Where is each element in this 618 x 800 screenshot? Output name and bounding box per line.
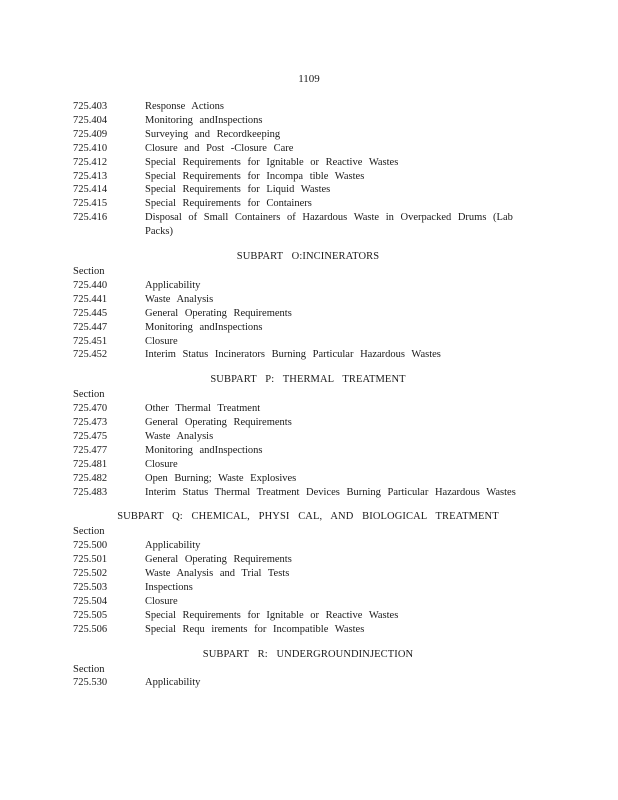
section-entry — [73, 553, 543, 567]
section-entry — [73, 335, 543, 349]
section-title: General Operating Requirements — [145, 417, 292, 429]
subpart-block — [73, 373, 543, 499]
section-title: Closure — [145, 335, 178, 347]
section-number: 725.404 — [73, 114, 108, 126]
section-number: 725.403 — [73, 101, 108, 112]
section-entry — [73, 293, 543, 307]
section-entry — [73, 348, 543, 362]
section-number: 725.530 — [73, 677, 108, 689]
section-title: Monitoring andInspections — [145, 114, 263, 126]
section-entry — [73, 114, 543, 128]
section-entry — [73, 458, 543, 472]
section-title: Special Requirements for Incompa tible Wastes — [145, 170, 365, 182]
section-number: 725.470 — [73, 403, 108, 415]
section-number: 725.415 — [73, 198, 108, 210]
section-entry — [73, 156, 543, 170]
section-title: Special Requirements for Containers — [145, 198, 312, 210]
section-entry — [73, 581, 543, 595]
section-title: Applicability — [145, 677, 201, 689]
section-number: 725.413 — [73, 170, 108, 182]
section-entry — [73, 100, 543, 114]
section-title: Closure — [145, 595, 178, 607]
section-entry — [73, 183, 543, 197]
section-number: 725.451 — [73, 335, 108, 347]
section-title: Surveying and Recordkeeping — [145, 128, 281, 140]
table-of-contents — [73, 100, 543, 690]
section-title: Inspections — [145, 582, 193, 593]
subpart-heading: SUBPART Q: CHEMICAL, PHYSI CAL, AND BIOLOGICAL TREATMENT — [117, 511, 499, 523]
section-entry — [73, 567, 543, 581]
section-title: Closure and Post -Closure Care — [145, 142, 294, 154]
section-title: Special Requirements for Liquid Wastes — [145, 184, 331, 196]
section-label: Section — [73, 663, 105, 675]
section-label: Section — [73, 265, 105, 277]
section-title: General Operating Requirements — [145, 554, 292, 566]
section-number: 725.504 — [73, 595, 108, 607]
subpart-heading: SUBPART P: THERMAL TREATMENT — [210, 374, 406, 386]
section-entry — [73, 609, 543, 623]
section-title: General Operating Requirements — [145, 307, 292, 319]
section-entry — [73, 402, 543, 416]
section-entry — [73, 142, 543, 156]
section-entry — [73, 486, 543, 500]
section-number: 725.473 — [73, 417, 108, 429]
section-entry — [73, 211, 543, 239]
section-number: 725.481 — [73, 458, 108, 470]
section-title: Response Actions — [145, 101, 224, 112]
page-number: 1109 — [298, 73, 320, 85]
subpart-block — [73, 510, 543, 636]
section-entry — [73, 444, 543, 458]
section-number: 725.412 — [73, 156, 108, 168]
section-title: Waste Analysis — [145, 430, 214, 442]
subpart-block — [73, 250, 543, 362]
subpart-block — [73, 100, 543, 239]
section-number: 725.501 — [73, 554, 108, 566]
section-number: 725.414 — [73, 184, 108, 196]
section-number: 725.416 — [73, 212, 108, 224]
subpart-heading: SUBPART R: UNDERGROUNDINJECTION — [202, 648, 414, 660]
section-title: Waste Analysis and Trial Tests — [145, 568, 290, 580]
section-number: 725.410 — [73, 142, 108, 154]
section-number: 725.447 — [73, 321, 108, 333]
section-number: 725.441 — [73, 293, 108, 305]
section-entry — [73, 307, 543, 321]
section-number: 725.505 — [73, 609, 108, 621]
section-title: Disposal of Small Containers of Hazardous Waste in Overpacked Drums (Lab Packs) — [145, 212, 513, 238]
section-entry — [73, 539, 543, 553]
section-title: Special Requirements for Ignitable or Reactive Wastes — [145, 609, 399, 621]
section-title: Interim Status Incinerators Burning Particular Hazardous Wastes — [145, 349, 441, 361]
subpart-heading: SUBPART O:INCINERATORS — [236, 251, 380, 263]
section-title: Other Thermal Treatment — [145, 403, 261, 415]
section-number: 725.506 — [73, 623, 108, 635]
section-title: Special Requirements for Ignitable or Reactive Wastes — [145, 156, 399, 168]
section-label: Section — [73, 526, 105, 538]
section-number: 725.483 — [73, 486, 108, 498]
section-entry — [73, 416, 543, 430]
section-entry — [73, 321, 543, 335]
subpart-block — [73, 648, 543, 691]
section-number: 725.452 — [73, 349, 108, 361]
section-entry — [73, 128, 543, 142]
section-title: Waste Analysis — [145, 293, 214, 305]
section-title: Open Burning; Waste Explosives — [145, 472, 297, 484]
section-title: Applicability — [145, 279, 201, 291]
section-label: Section — [73, 389, 105, 401]
section-title: Special Requ irements for Incompatible Wastes — [145, 623, 365, 635]
section-number: 725.477 — [73, 444, 108, 456]
section-title: Monitoring andInspections — [145, 321, 263, 333]
section-entry — [73, 595, 543, 609]
section-number: 725.445 — [73, 307, 108, 319]
section-number: 725.440 — [73, 279, 108, 291]
section-entry — [73, 676, 543, 690]
section-title: Monitoring andInspections — [145, 444, 263, 456]
section-number: 725.500 — [73, 540, 108, 552]
section-entry — [73, 430, 543, 444]
section-number: 725.502 — [73, 568, 108, 580]
section-entry — [73, 279, 543, 293]
section-title: Closure — [145, 458, 178, 470]
section-title: Applicability — [145, 540, 201, 552]
section-title: Interim Status Thermal Treatment Devices Burning Particular Hazardous Wastes — [145, 486, 516, 498]
section-number: 725.503 — [73, 582, 108, 593]
section-entry — [73, 170, 543, 184]
section-number: 725.475 — [73, 430, 108, 442]
section-entry — [73, 472, 543, 486]
section-number: 725.482 — [73, 472, 108, 484]
section-entry — [73, 197, 543, 211]
section-entry — [73, 623, 543, 637]
section-number: 725.409 — [73, 128, 108, 140]
